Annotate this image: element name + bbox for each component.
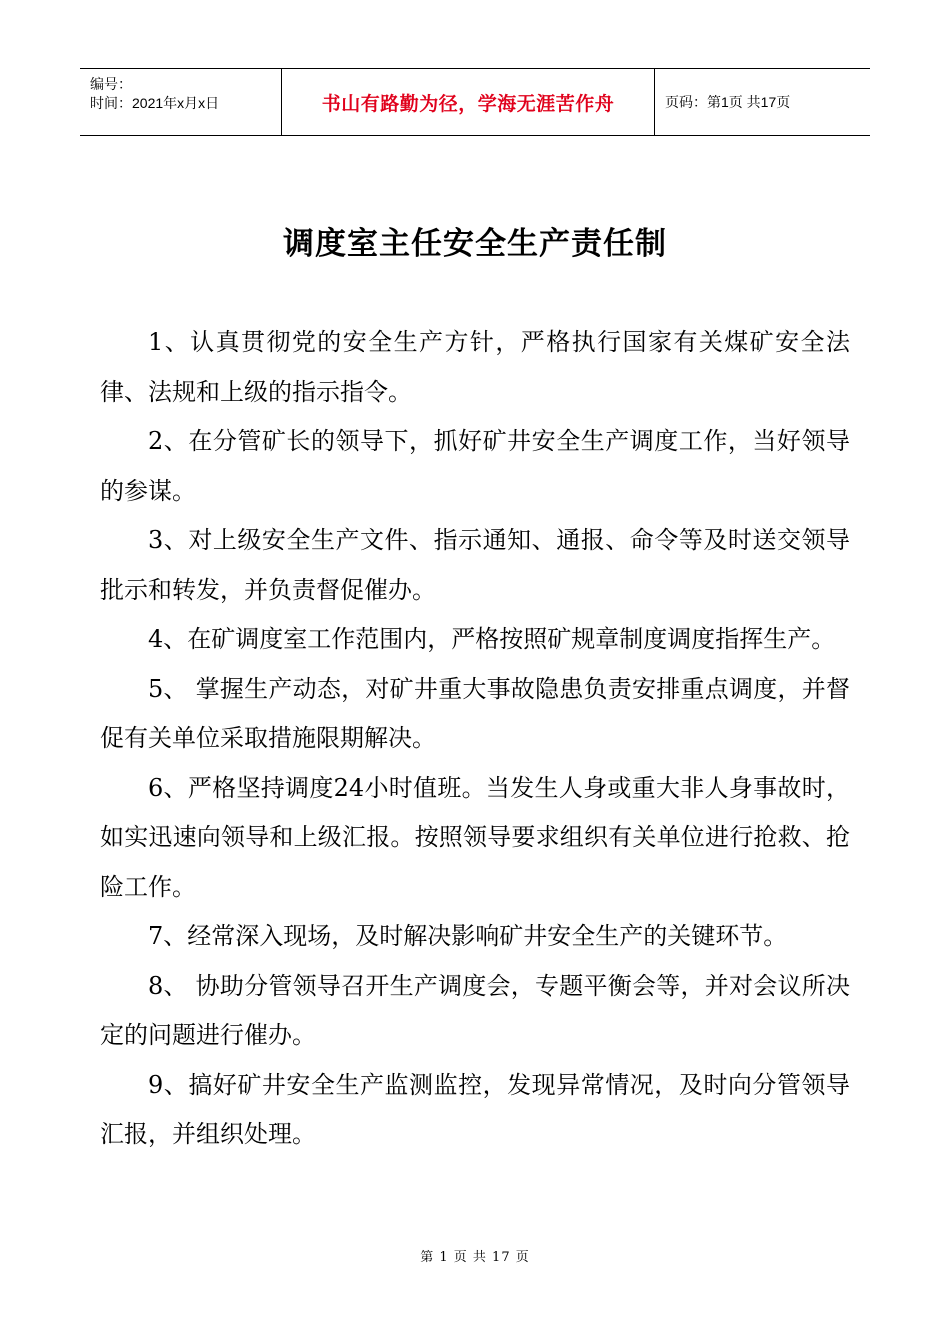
paragraph-5: 5、 掌握生产动态，对矿井重大事故隐患负责安排重点调度，并督促有关单位采取措施限期解决。 bbox=[100, 674, 850, 752]
page-footer: 第 1 页 共 17 页 bbox=[420, 1250, 530, 1265]
header-page-cell bbox=[655, 69, 870, 135]
header-table bbox=[80, 68, 870, 136]
header-motto: 书山有路勤为径，学海无涯苦作舟 bbox=[321, 92, 615, 115]
paragraph-1: 1、认真贯彻党的安全生产方针，严格执行国家有关煤矿安全法律、法规和上级的指示指令。 bbox=[100, 328, 850, 406]
paragraph-9: 9、搞好矿井安全生产监测监控，发现异常情况，及时向分管领导汇报，并组织处理。 bbox=[100, 1070, 850, 1148]
paragraph-8: 8、 协助分管领导召开生产调度会，专题平衡会等，并对会议所决定的问题进行催办。 bbox=[100, 971, 850, 1049]
document-body bbox=[100, 318, 850, 1160]
header-page-info: 页码：第1页 共17页 bbox=[665, 94, 791, 110]
paragraph-4: 4、在矿调度室工作范围内，严格按照矿规章制度调度指挥生产。 bbox=[148, 625, 836, 653]
paragraph-3: 3、对上级安全生产文件、指示通知、通报、命令等及时送交领导批示和转发，并负责督促催办。 bbox=[100, 526, 850, 604]
paragraph-7: 7、经常深入现场，及时解决影响矿井安全生产的关键环节。 bbox=[148, 922, 788, 950]
paragraph-2: 2、在分管矿长的领导下，抓好矿井安全生产调度工作，当好领导的参谋。 bbox=[100, 427, 850, 505]
header-motto-cell bbox=[282, 69, 655, 135]
paragraph-6: 6、严格坚持调度24小时值班。当发生人身或重大非人身事故时，如实迅速向领导和上级汇报。按照领导要求组织有关单位进行抢救、抢险工作。 bbox=[100, 773, 850, 901]
document-title: 调度室主任安全生产责任制 bbox=[283, 226, 667, 262]
header-meta-cell bbox=[80, 69, 282, 135]
document-number-label: 编号： bbox=[90, 76, 132, 92]
document-date-label: 时间：2021年x月x日 bbox=[90, 95, 220, 111]
